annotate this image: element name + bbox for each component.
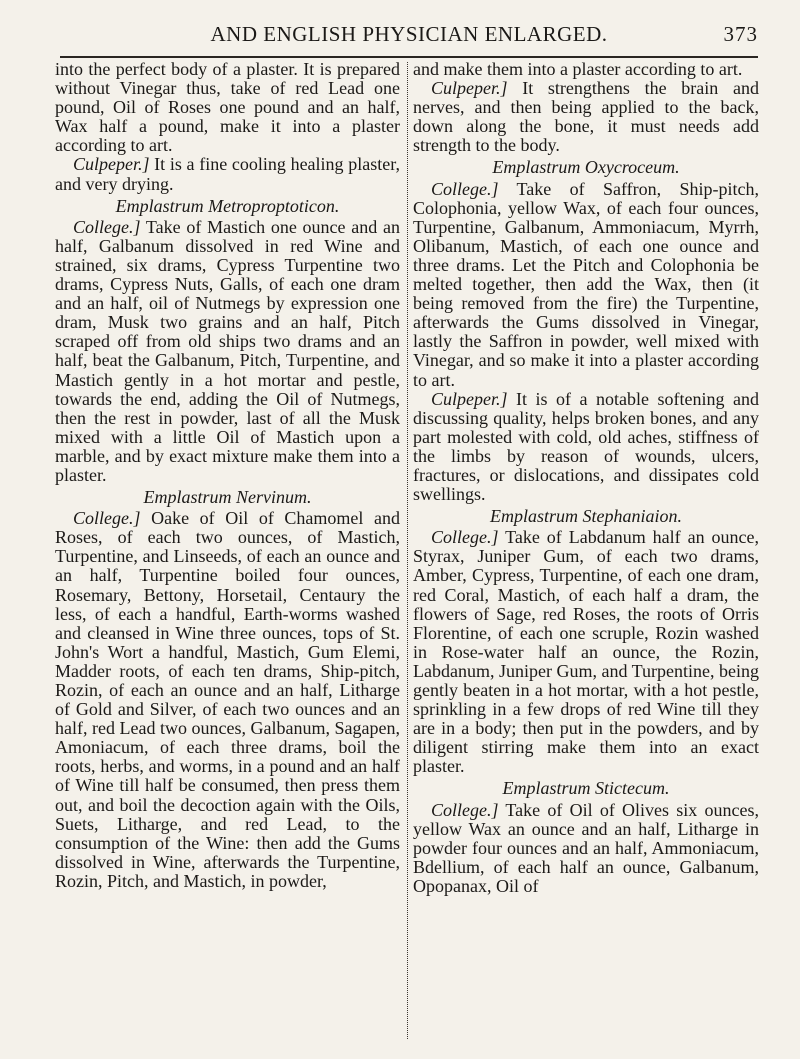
paragraph: [413, 79, 759, 155]
paragraph: [55, 218, 400, 485]
source-label: College.]: [431, 799, 499, 820]
page-number: 373: [723, 22, 758, 46]
column-divider: [407, 62, 408, 1039]
section-heading: Emplastrum Metroproptoticon.: [115, 195, 340, 216]
paragraph-text: Take of Labdanum half an ounce, Styrax, Juniper Gum, of each two drams, Amber, Cypress, Turpentine, of each one dram, red Coral, Mastich, of each half a dram, the flowers of Sage, red Roses, the roots of Orris Florentine, of each one scruple, Rozin washed in Rose-water half an ounce, the Rozin, Labdanum, Juniper Gum, and Turpentine, being gently beaten in a hot mortar, with a hot pestle, sprinkling in a few drops of red Wine till they are in a body; then put in the powders, and by diligent stirring make them into an exact plaster.: [413, 527, 759, 777]
source-label: College.]: [431, 527, 499, 548]
continued-paragraph: and make them into a plaster according to art.: [413, 59, 743, 79]
section-heading: Emplastrum Stephaniaion.: [490, 506, 682, 527]
running-header: [60, 16, 758, 58]
source-label: Culpeper.]: [73, 154, 150, 175]
paragraph: [413, 180, 759, 390]
section-heading: Emplastrum Oxycroceum.: [492, 157, 680, 178]
running-title: AND ENGLISH PHYSICIAN ENLARGED.: [210, 22, 608, 46]
source-label: Culpeper.]: [431, 388, 508, 409]
paragraph: [413, 801, 759, 896]
section-heading: Emplastrum Stictecum.: [502, 778, 670, 799]
paragraph-text: Oake of Oil of Chamomel and Roses, of each two ounces, of Mastich, Turpentine, and Linseeds, of each an ounce and an half, Turpentine boiled four ounces, Rosemary, Bettony, Horsetail, Centaury the less, of each a handful, Earth-worms washed and cleansed in Wine three ounces, tops of St. John's Wort a handful, Mastich, Gum Elemi, Madder roots, of each ten drams, Ship-pitch, Rozin, of each an ounce and an half, Litharge of Gold and Silver, of each two ounces and an half, red Lead two ounces, Galbanum, Sagapen, Amoniacum, of each three drams, boil the roots, herbs, and worms, in a pound and an half of Wine till half be consumed, then press them out, and boil the decoction again with the Oils, Suets, Litharge, and red Lead, to the consumption of the Wine: then add the Gums dissolved in Wine, afterwards the Turpentine, Rozin, Pitch, and Mastich, in powder,: [55, 508, 400, 891]
paragraph-text: Take of Mastich one ounce and an half, Galbanum dissolved in red Wine and strained, six drams, Cypress Turpentine two drams, Cypress Nuts, Galls, of each one dram and an half, oil of Nutmegs by expression one dram, Musk two grains and an half, Pitch scraped off from old ships two drams and an half, beat the Galbanum, Pitch, Turpentine, and Mastich gently in a hot mortar and pestle, towards the end, adding the Oil of Nutmegs, then the rest in powder, last of all the Musk mixed with a little Oil of Mastich upon a marble, and by exact mixture make them into a plaster.: [55, 216, 400, 485]
left-column: [55, 60, 400, 891]
paragraph: [55, 509, 400, 891]
paragraph-text: It is a fine cooling healing plaster, and very drying.: [55, 154, 400, 194]
paragraph: [55, 155, 400, 193]
source-label: Culpeper.]: [431, 78, 508, 99]
source-label: College.]: [73, 508, 141, 529]
source-label: College.]: [73, 216, 141, 237]
header-rule: [60, 56, 758, 58]
paragraph: [413, 390, 759, 505]
continued-paragraph: into the perfect body of a plaster. It is prepared without Vinegar thus, take of red Lead one pound, Oil of Roses one pound and an half, Wax half a pound, make it into a plaster according to art.: [55, 59, 400, 156]
paragraph-text: Take of Saffron, Ship-pitch, Colophonia, yellow Wax, of each four ounces, Turpentine, Galbanum, Ammoniacum, Myrrh, Olibanum, Mastich, of each one ounce and three drams. Let the Pitch and Colophonia be melted together, then add the Wax, then (it being removed from the fire) the Turpentine, afterwards the Gums dissolved in Vinegar, lastly the Saffron in powder, well mixed with Vinegar, and so make it into a plaster according to art.: [413, 178, 759, 390]
paragraph-text: Take of Oil of Olives six ounces, yellow Wax an ounce and an half, Litharge in powder four ounces and an half, Ammoniacum, Bdellium, of each half an ounce, Galbanum, Opopanax, Oil of: [413, 799, 759, 896]
section-heading: Emplastrum Nervinum.: [143, 487, 312, 508]
paragraph-text: It strengthens the brain and nerves, and then being applied to the back, down along the bone, it must needs add strength to the body.: [413, 78, 759, 156]
paragraph: [413, 528, 759, 776]
source-label: College.]: [431, 178, 499, 199]
paragraph-text: It is of a notable softening and discussing quality, helps broken bones, and any part molested with cold, old aches, stiffness of the limbs by reason of wounds, ulcers, fractures, or dislocations, and dissipates cold swellings.: [413, 388, 759, 505]
right-column: [413, 60, 759, 896]
